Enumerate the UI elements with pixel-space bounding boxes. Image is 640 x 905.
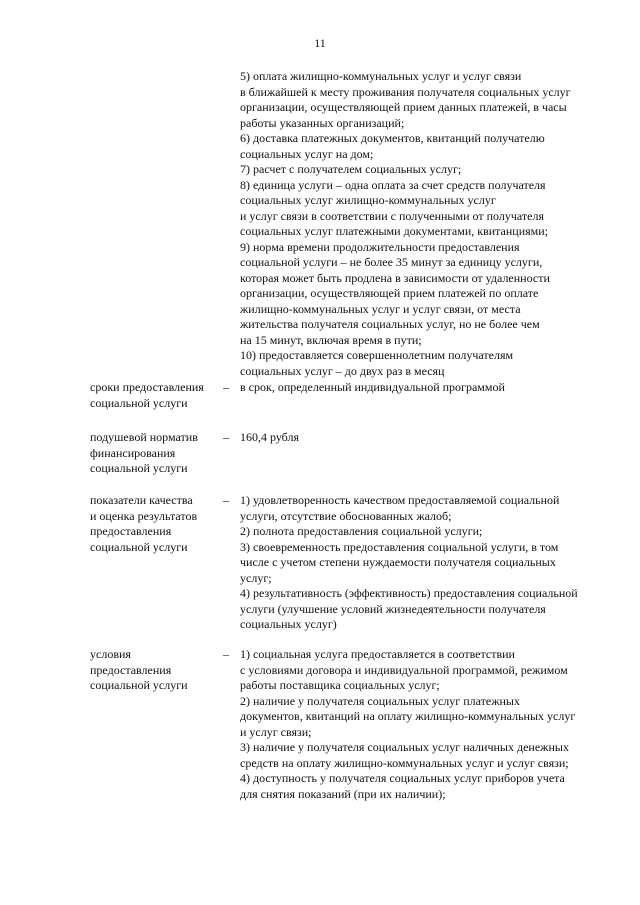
row-value [240,493,585,633]
value-line: 4) доступность у получателя социальных услуг приборов учета [240,771,565,785]
value-line: с условиями договора и индивидуальной программой, режимом [240,662,568,677]
text-line: работы указанных организаций; [240,115,405,130]
value-line: услуг; [240,570,272,585]
value-line: и услуг связи; [240,724,312,739]
row-delivery-conditions [90,647,590,802]
value-line: услуги, отсутствие обоснованных жалоб; [240,508,452,523]
row-value [240,430,585,446]
text-line: организации, осуществляющей прием данных платежей, в часы [240,100,567,114]
value-line: социальных услуг) [240,617,337,631]
label-line: сроки предоставления [90,380,204,394]
value-line: средств на оплату жилищно-коммунальных услуг и услуг связи; [240,755,569,770]
label-line: и оценка результатов [90,508,198,523]
value-line: 3) своевременность предоставления социальной услуги, в том [240,539,559,554]
row-label [90,647,223,694]
value-line: 1) социальная услуга предоставляется в соответствии [240,647,515,661]
label-line: показатели качества [90,493,193,507]
value-line: работы поставщика социальных услуг; [240,678,440,692]
value-line: числе с учетом степени нуждаемости получателя социальных [240,555,556,569]
text-line: организации, осуществляющей прием платежей по оплате [240,286,539,300]
text-line: социальной услуги – не более 35 минут за единицу услуги, [240,255,543,269]
label-line: предоставления [90,524,172,538]
text-line: 5) оплата жилищно-коммунальных услуг и услуг связи [240,69,522,83]
text-line: жительства получателя социальных услуг, но не более чем [240,317,540,331]
row-delivery-terms [90,380,590,411]
row-label [90,493,223,555]
text-line: жилищно-коммунальных услуг и услуг связи, от места [240,301,521,316]
text-line: социальных услуг на дом; [240,146,374,161]
text-line: 10) предоставляется совершеннолетним получателям [240,348,514,362]
text-line: социальных услуг платежными документами, квитанциями; [240,224,549,238]
value-line: 2) наличие у получателя социальных услуг платежных [240,693,520,708]
row-label [90,380,223,411]
label-line: социальной услуги [90,539,188,554]
text-line: 9) норма времени продолжительности предоставления [240,239,520,254]
row-label [90,430,223,477]
row-dash: – [223,647,229,661]
text-line: 7) расчет с получателем социальных услуг; [240,162,462,176]
text-line: 8) единица услуги – одна оплата за счет средств получателя [240,177,546,192]
row-dash: – [223,493,229,507]
text-line: в ближайшей к месту проживания получателя социальных услуг [240,84,571,99]
text-line: социальных услуг жилищно-коммунальных услуг [240,193,496,207]
label-line: финансирования [90,445,176,460]
row-per-capita-norm [90,430,590,477]
row-quality-indicators [90,493,590,633]
value-line: для снятия показаний (при их наличии); [240,786,446,801]
page-number: 11 [314,36,326,50]
row-dash: – [223,380,229,394]
value-line: 1) удовлетворенность качеством предоставляемой социальной [240,493,560,507]
value-line: услуги (улучшение условий жизнедеятельности получателя [240,601,546,616]
row-value [240,647,585,802]
value-line: 3) наличие у получателя социальных услуг наличных денежных [240,740,569,754]
row-dash: – [223,430,229,444]
text-line: на 15 минут, включая время в пути; [240,332,422,347]
value-line: 4) результативность (эффективность) предоставления социальной [240,586,578,600]
label-line: предоставления [90,662,172,677]
value-line: в срок, определенный индивидуальной программой [240,380,505,394]
value-line: документов, квитанций на оплату жилищно-коммунальных услуг [240,709,576,723]
text-line: 6) доставка платежных документов, квитанций получателю [240,131,545,145]
row-value [240,380,585,396]
label-line: социальной услуги [90,678,188,692]
label-line: социальной услуги [90,461,188,475]
value-line: 2) полнота предоставления социальной услуги; [240,524,483,538]
text-line: которая может быть продлена в зависимости от удаленности [240,270,550,285]
label-line: условия [90,647,131,661]
value-line: 160,4 рубля [240,430,299,444]
text-line: социальных услуг – до двух раз в месяц [240,363,445,378]
label-line: подушевой норматив [90,430,198,444]
label-line: социальной услуги [90,395,188,410]
continuation-text [240,69,585,379]
text-line: и услуг связи в соответствии с полученными от получателя [240,208,544,223]
